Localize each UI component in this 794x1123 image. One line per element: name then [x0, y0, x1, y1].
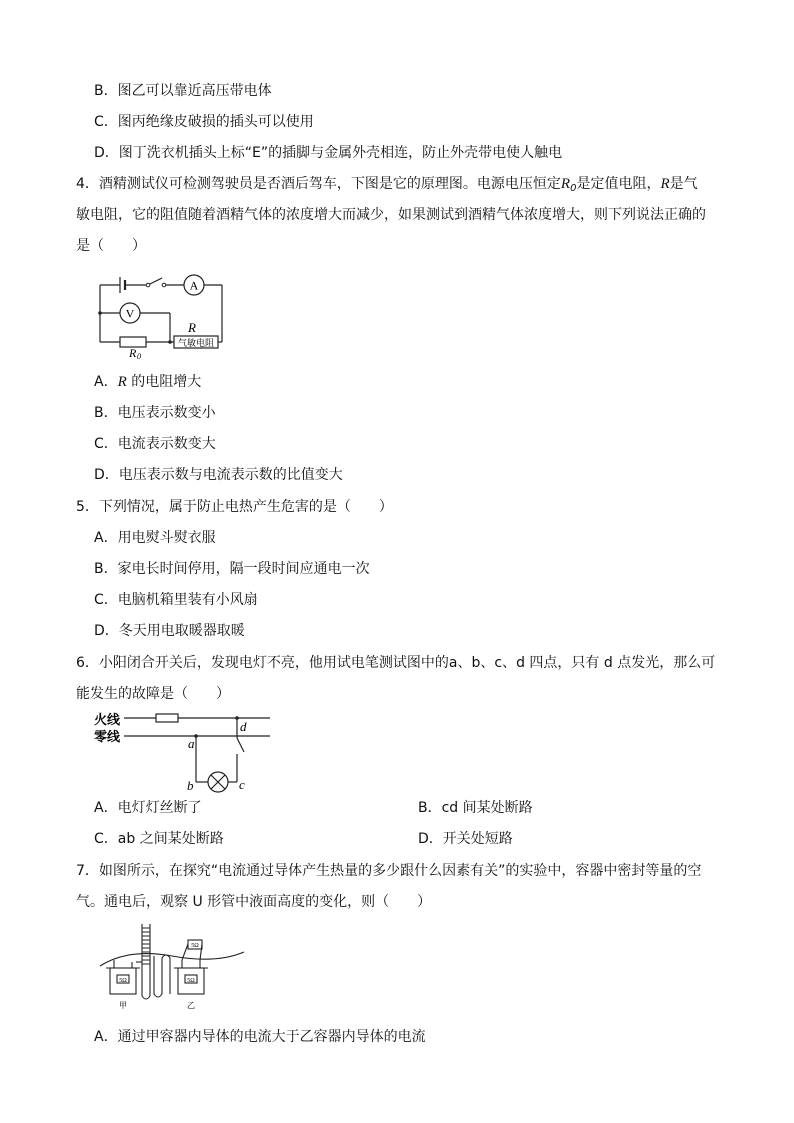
q4-circuit-diagram [96, 268, 228, 360]
q3-option-b: B．图乙可以靠近高压带电体 [94, 83, 272, 99]
q4-stem-line1: 4．酒精测试仪可检测驾驶员是否酒后驾车，下图是它的原理图。电源电压恒定$R_0$是定值电阻，R是气 [76, 176, 698, 194]
q6-option-a: A．电灯灯丝断了 [94, 800, 202, 816]
left-resistor-label: 5Ω [119, 978, 127, 984]
q4-option-a: A．R 的电阻增大 [94, 374, 202, 390]
q6-stem-line1: 6．小阳闭合开关后，发现电灯不亮，他用试电笔测试图中的a、b、c、d 四点，只有 d 点发光，那么可 [76, 655, 716, 671]
voltmeter-label: V [125, 306, 135, 321]
q4-option-d: D．电压表示数与电流表示数的比值变大 [94, 467, 343, 483]
point-c-label: c [239, 777, 245, 792]
outer-resistor-label: 5Ω [191, 943, 199, 949]
container-jia-label: 甲 [119, 1001, 127, 1010]
q6-option-b: B．cd 间某处断路 [418, 800, 533, 816]
q7-stem-line1: 7．如图所示，在探究“电流通过导体产生热量的多少跟什么因素有关”的实验中，容器中密封等量的空 [76, 863, 702, 879]
q6-option-d: D．开关处短路 [418, 831, 513, 847]
q5-option-b: B．家电长时间停用，隔一段时间应通电一次 [94, 561, 370, 577]
q6-stem-line2: 能发生的故障是（ ） [76, 686, 230, 702]
q7-stem-line2: 气。通电后，观察 U 形管中液面高度的变化，则（ ） [76, 894, 432, 910]
q7-joule-heating-apparatus [98, 922, 246, 1022]
q4-option-c: C．电流表示数变大 [94, 436, 216, 452]
r0-label: R [129, 346, 137, 360]
container-yi-label: 乙 [187, 1001, 195, 1010]
point-d-label: d [240, 719, 247, 734]
point-b-label: b [187, 778, 194, 793]
right-resistor-label: 5Ω [187, 978, 195, 984]
q5-stem: 5．下列情况，属于防止电热产生危害的是（ ） [76, 499, 393, 515]
ammeter-label: A [189, 278, 199, 293]
q4-stem-line3: 是（ ） [76, 238, 146, 254]
q3-option-d: D．图丁洗衣机插头上标“E”的插脚与金属外壳相连，防止外壳带电使人触电 [94, 145, 563, 161]
q4-option-b: B．电压表示数变小 [94, 405, 216, 421]
live-wire-label: 火线 [94, 713, 121, 728]
r-label: R [188, 320, 196, 335]
neutral-wire-label: 零线 [94, 730, 121, 745]
q6-option-c: C．ab 之间某处断路 [94, 831, 224, 847]
r0-label-sub: 0 [137, 352, 141, 360]
gas-resistor-label: 气敏电阻 [177, 339, 215, 349]
point-a-label: a [188, 736, 195, 751]
q5-option-a: A．用电熨斗熨衣服 [94, 530, 216, 546]
q7-option-a: A．通过甲容器内导体的电流大于乙容器内导体的电流 [94, 1029, 426, 1045]
q4-stem-line2: 敏电阻，它的阻值随着酒精气体的浓度增大而减少，如果测试到酒精气体浓度增大，则下列说法正确的 [76, 207, 706, 223]
q5-option-d: D．冬天用电取暖器取暖 [94, 623, 245, 639]
q3-option-c: C．图丙绝缘皮破损的插头可以使用 [94, 114, 314, 130]
q6-household-circuit [92, 710, 272, 796]
q5-option-c: C．电脑机箱里装有小风扇 [94, 592, 258, 608]
